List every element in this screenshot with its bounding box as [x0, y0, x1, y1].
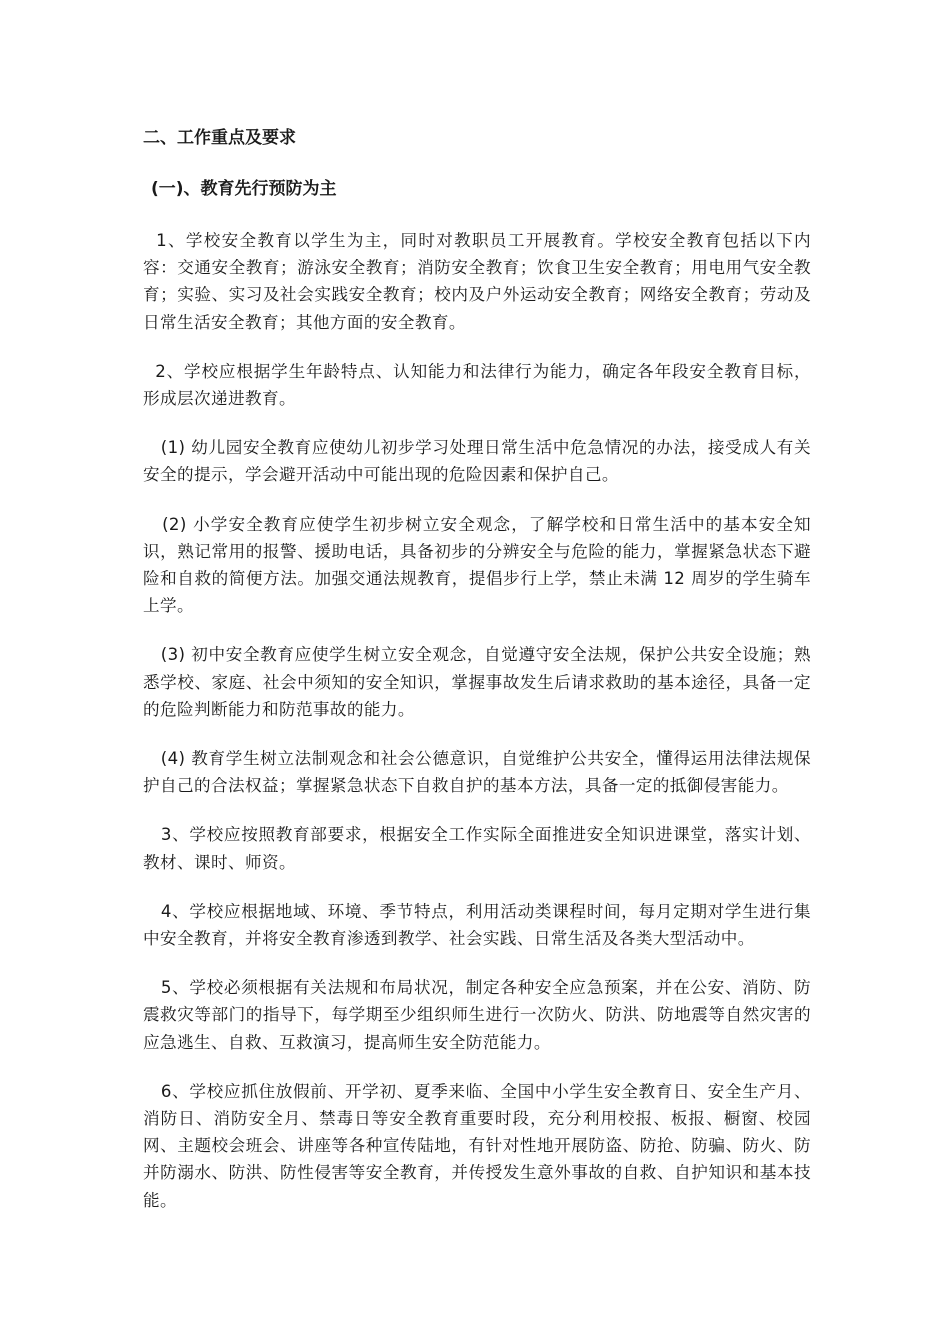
paragraph-2-3: (3) 初中安全教育应使学生树立安全观念，自觉遵守安全法规，保护公共安全设施；熟悉学校、家庭、社会中须知的安全知识，掌握事故发生后请求救助的基本途径，具备一定的危险判断能力和防范事故的能力。	[143, 645, 811, 719]
paragraph-2: 2、学校应根据学生年龄特点、认知能力和法律行为能力，确定各年段安全教育目标，形成层次递进教育。	[143, 361, 811, 409]
paragraph-5: 5、学校必须根据有关法规和布局状况，制定各种安全应急预案，并在公安、消防、防震救灾等部门的指导下，每学期至少组织师生进行一次防火、防洪、防地震等自然灾害的应急逃生、自救、互救演习，提高师生安全防范能力。	[143, 978, 811, 1052]
document-body	[143, 120, 811, 1214]
paragraph-3: 3、学校应按照教育部要求，根据安全工作实际全面推进安全知识进课堂，落实计划、教材、课时、师资。	[143, 825, 811, 872]
section-heading: 二、工作重点及要求	[143, 128, 296, 148]
paragraph-2-4: (4) 教育学生树立法制观念和社会公德意识，自觉维护公共安全，懂得运用法律法规保护自己的合法权益；掌握紧急状态下自救自护的基本方法，具备一定的抵御侵害能力。	[143, 749, 811, 796]
paragraph-6: 6、学校应抓住放假前、开学初、夏季来临、全国中小学生安全教育日、安全生产月、消防日、消防安全月、禁毒日等安全教育重要时段，充分利用校报、板报、橱窗、校园网、主题校会班会、讲座等各种宣传陆地，有针对性地开展防盗、防抢、防骗、防火、防并防溺水、防洪、防性侵害等安全教育，并传授发生意外事故的自救、自护知识和基本技能。	[143, 1081, 811, 1210]
paragraph-2-1: (1) 幼儿园安全教育应使幼儿初步学习处理日常生活中危急情况的办法，接受成人有关安全的提示，学会避开活动中可能出现的危险因素和保护自己。	[143, 438, 811, 485]
paragraph-4: 4、学校应根据地域、环境、季节特点，利用活动类课程时间，每月定期对学生进行集中安全教育，并将安全教育渗透到教学、社会实践、日常生活及各类大型活动中。	[143, 901, 811, 949]
subsection-heading: (一)、教育先行预防为主	[151, 179, 337, 199]
paragraph-2-2: (2) 小学安全教育应使学生初步树立安全观念，了解学校和日常生活中的基本安全知识，熟记常用的报警、援助电话，具备初步的分辨安全与危险的能力，掌握紧急状态下避险和自救的简便方法。加强交通法规教育，提倡步行上学，禁止未满 12 周岁的学生骑车上学。	[143, 514, 811, 616]
paragraph-1: 1、学校安全教育以学生为主，同时对教职员工开展教育。学校安全教育包括以下内容：交通安全教育；游泳安全教育；消防安全教育；饮食卫生安全教育；用电用气安全教育；实验、实习及社会实践安全教育；校内及户外运动安全教育；网络安全教育；劳动及日常生活安全教育；其他方面的安全教育。	[143, 231, 811, 332]
